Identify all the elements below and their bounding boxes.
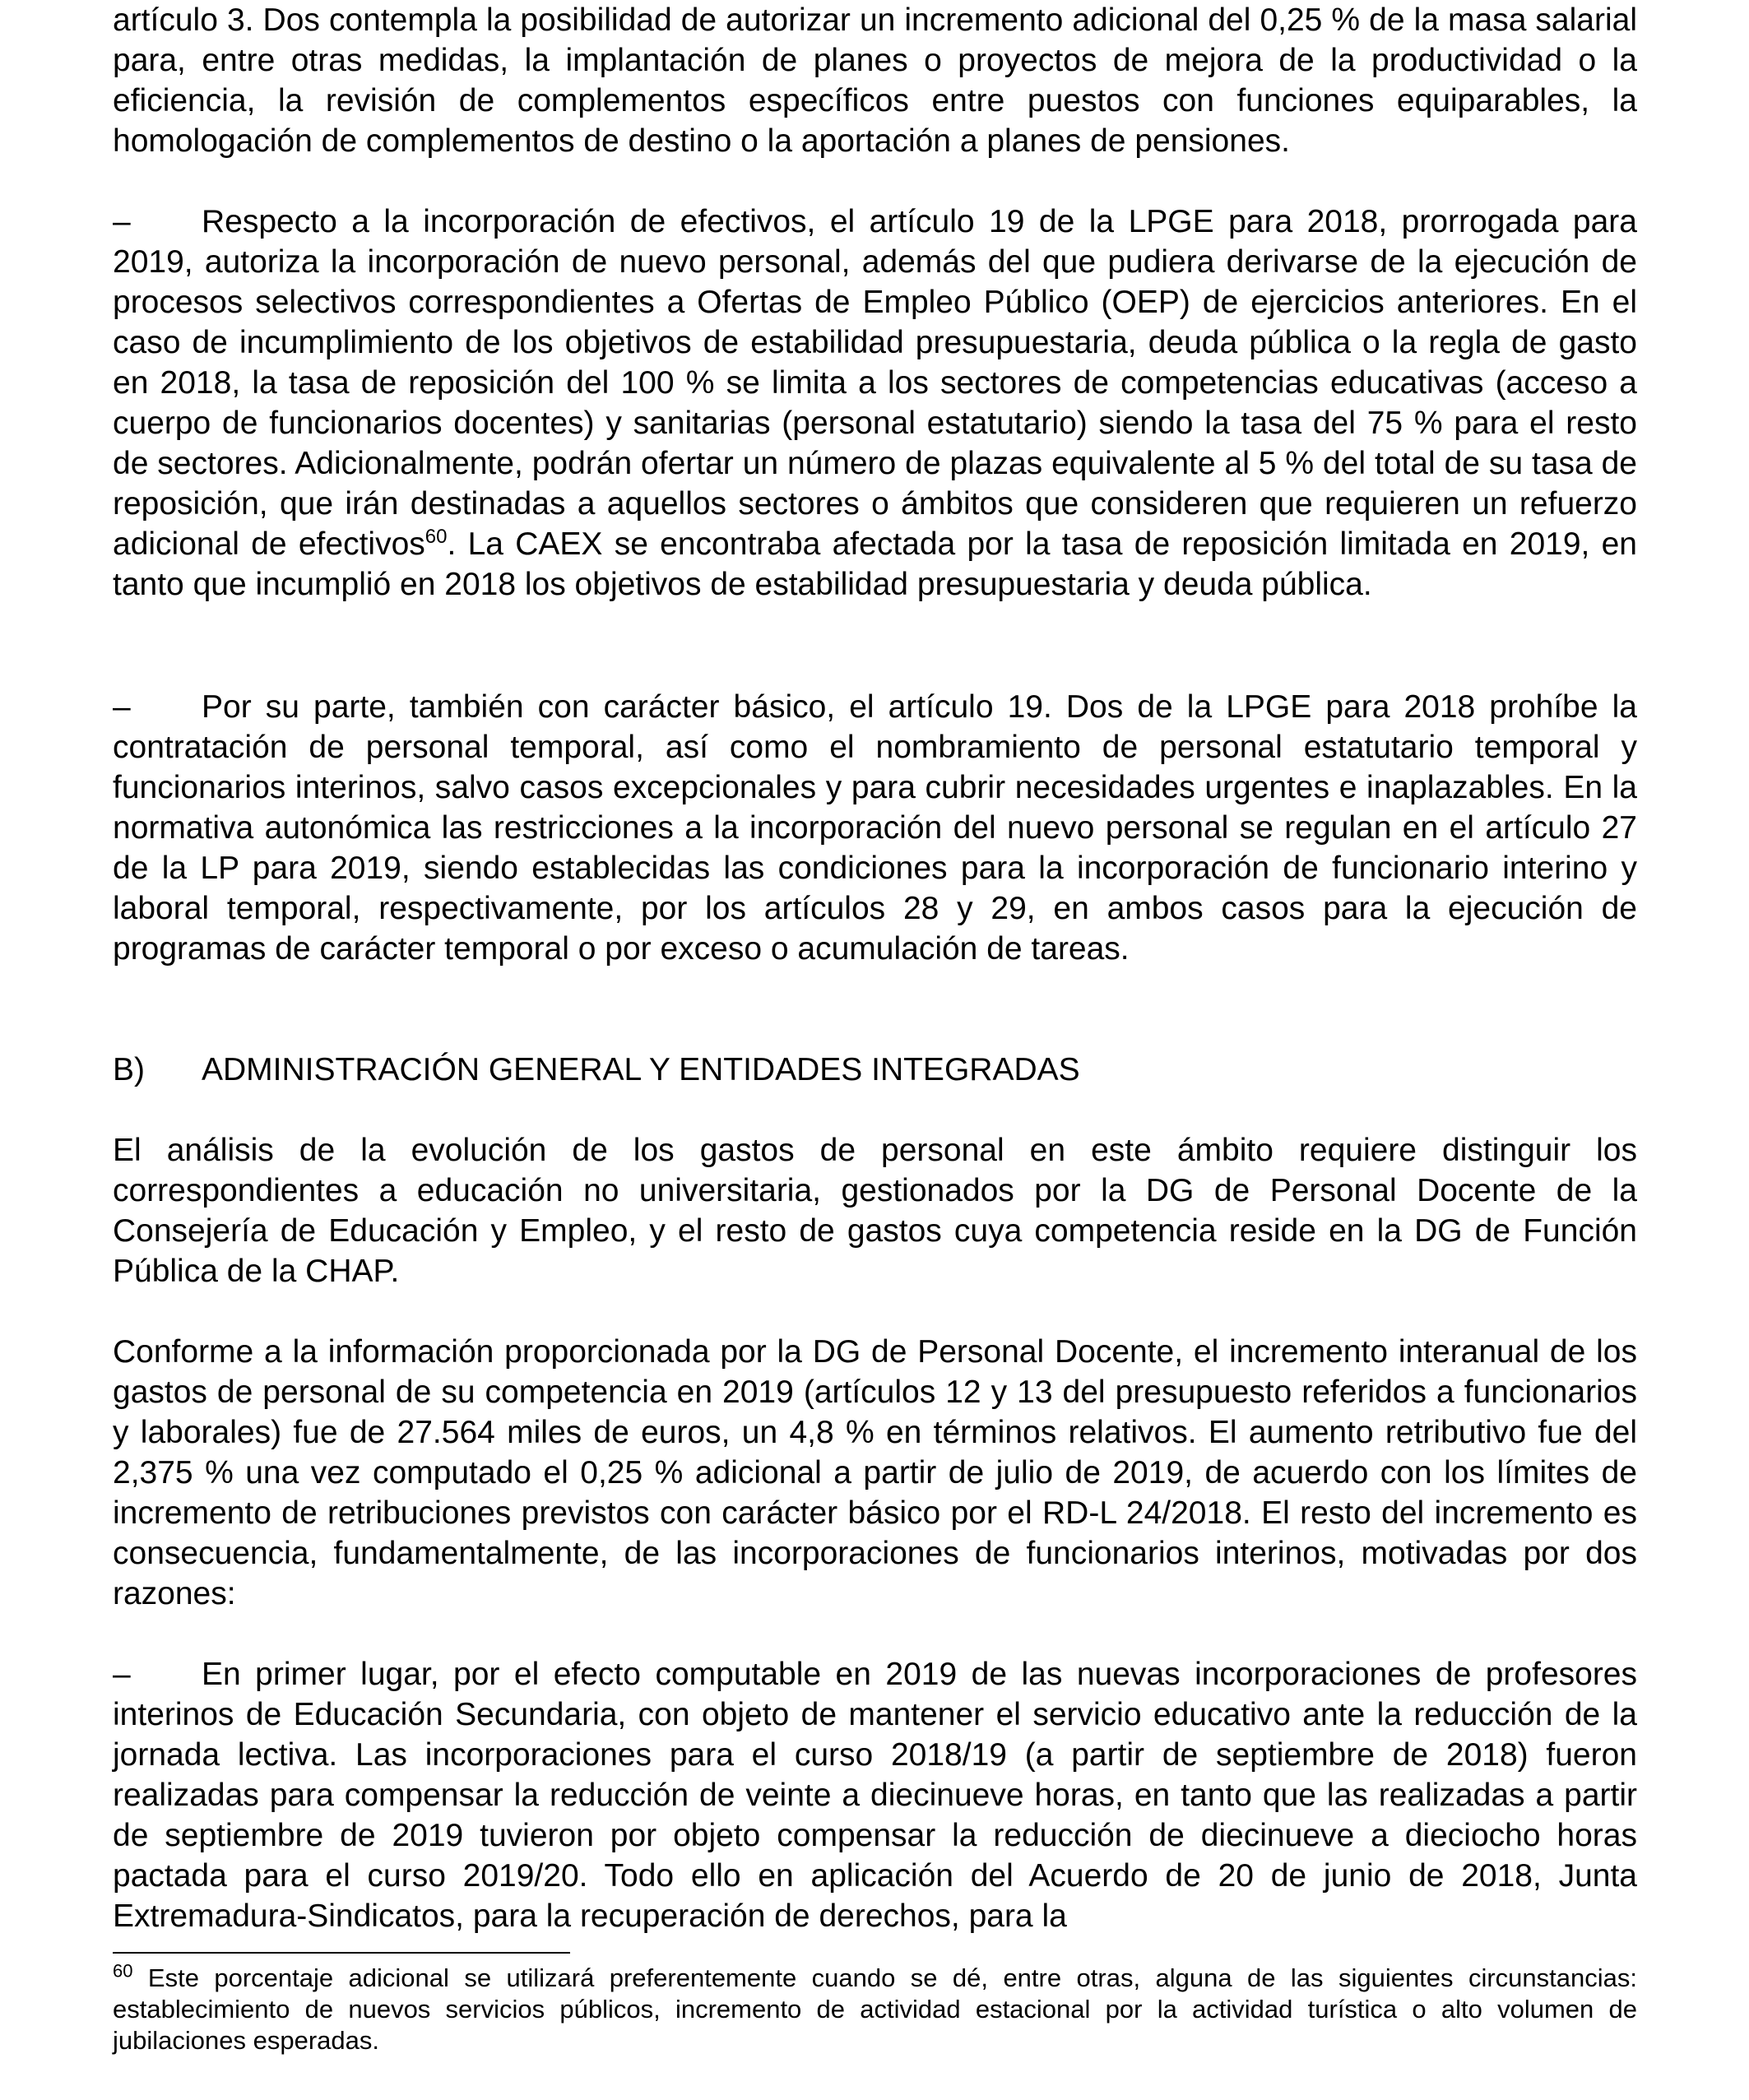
footnote-text: Este porcentaje adicional se utilizará preferentemente cuando se dé, entre otras, alguna de las siguientes circunstancias: establecimiento de nuevos servicios públicos, incremento de actividad estacional por la actividad turística o alto volumen de jubilaciones esperadas. bbox=[113, 1963, 1637, 2055]
footnote-reference[interactable]: 60 bbox=[424, 526, 448, 548]
section-heading-text: ADMINISTRACIÓN GENERAL Y ENTIDADES INTEGRADAS bbox=[202, 1052, 1080, 1087]
bullet-primer-lugar bbox=[113, 1654, 1637, 1936]
section-heading bbox=[113, 1050, 1637, 1090]
bullet-text: En primer lugar, por el efecto computable en 2019 de las nuevas incorporaciones de profesores interinos de Educación Secundaria, con objeto de mantener el servicio educativo ante la reducción de la jornada lectiva. Las incorporaciones para el curso 2018/19 (a partir de septiembre de 2018) fueron realizadas para compensar la reducción de veinte a diecinueve horas, en tanto que las realizadas a partir de septiembre de 2019 tuvieron por objeto compensar la reducción de diecinueve a dieciocho horas pactada para el curso 2019/20. Todo ello en aplicación del Acuerdo de 20 de junio de 2018, Junta Extremadura-Sindicatos, para la recuperación de derechos, para la bbox=[113, 1657, 1637, 1934]
footnote-number: 60 bbox=[113, 1960, 133, 1982]
footnote-60 bbox=[113, 1960, 1637, 2056]
paragraph-conforme: Conforme a la información proporcionada por la DG de Personal Docente, el incremento interanual de los gastos de personal de su competencia en 2019 (artículos 12 y 13 del presupuesto referidos a funcionarios y laborales) fue de 27.564 miles de euros, un 4,8 % en términos relativos. El aumento retributivo fue del 2,375 % una vez computado el 0,25 % adicional a partir de julio de 2019, de acuerdo con los límites de incremento de retribuciones previstos con carácter básico por el RD-L 24/2018. El resto del incremento es consecuencia, fundamentalmente, de las incorporaciones de funcionarios interinos, motivadas por dos razones: bbox=[113, 1334, 1637, 1611]
dash-bullet: – bbox=[113, 204, 131, 239]
bullet-text: Respecto a la incorporación de efectivos, el artículo 19 de la LPGE para 2018, prorrogada para 2019, autoriza la incorporación de nuevo personal, además del que pudiera derivarse de la ejecución de procesos selectivos correspondientes a Ofertas de Empleo Público (OEP) de ejercicios anteriores. En el caso de incumplimiento de los objetivos de estabilidad presupuestaria, deuda pública o la regla de gasto en 2018, la tasa de reposición del 100 % se limita a los sectores de competencias educativas (acceso a cuerpo de funcionarios docentes) y sanitarias (personal estatutario) siendo la tasa del 75 % para el resto de sectores. Adicionalmente, podrán ofertar un número de plazas equivalente al 5 % del total de su tasa de reposición, que irán destinadas a aquellos sectores o ámbitos que consideren que requieren un refuerzo adicional de efectivos bbox=[113, 204, 1637, 562]
bullet-contratacion-temporal bbox=[113, 687, 1637, 969]
section-heading-label: B) bbox=[113, 1052, 145, 1087]
dash-bullet: – bbox=[113, 1657, 131, 1692]
footnote-separator bbox=[113, 1952, 570, 1954]
paragraph-analisis: El análisis de la evolución de los gastos de personal en este ámbito requiere distinguir los correspondientes a educación no universitaria, gestionados por la DG de Personal Docente de la Consejería de Educación y Empleo, y el resto de gastos cuya competencia reside en la DG de Función Pública de la CHAP. bbox=[113, 1133, 1637, 1289]
dash-bullet: – bbox=[113, 689, 131, 725]
bullet-incorporacion-efectivos bbox=[113, 202, 1637, 605]
bullet-text: Por su parte, también con carácter básico, el artículo 19. Dos de la LPGE para 2018 prohíbe la contratación de personal temporal, así como el nombramiento de personal estatutario temporal y funcionarios interinos, salvo casos excepcionales y para cubrir necesidades urgentes e inaplazables. En la normativa autonómica las restricciones a la incorporación del nuevo personal se regulan en el artículo 27 de la LP para 2019, siendo establecidas las condiciones para la incorporación de funcionario interino y laboral temporal, respectivamente, por los artículos 28 y 29, en ambos casos para la ejecución de programas de carácter temporal o por exceso o acumulación de tareas. bbox=[113, 689, 1637, 967]
paragraph-articulo-3: artículo 3. Dos contempla la posibilidad de autorizar un incremento adicional del 0,25 % de la masa salarial para, entre otras medidas, la implantación de planes o proyectos de mejora de la productividad o la eficiencia, la revisión de complementos específicos entre puestos con funciones equiparables, la homologación de complementos de destino o la aportación a planes de pensiones. bbox=[113, 2, 1637, 159]
bullet-text-continued: . La CAEX se encontraba afectada por la tasa de reposición limitada en 2019, en tanto que incumplió en 2018 los objetivos de estabilidad presupuestaria y deuda pública. bbox=[113, 526, 1637, 602]
